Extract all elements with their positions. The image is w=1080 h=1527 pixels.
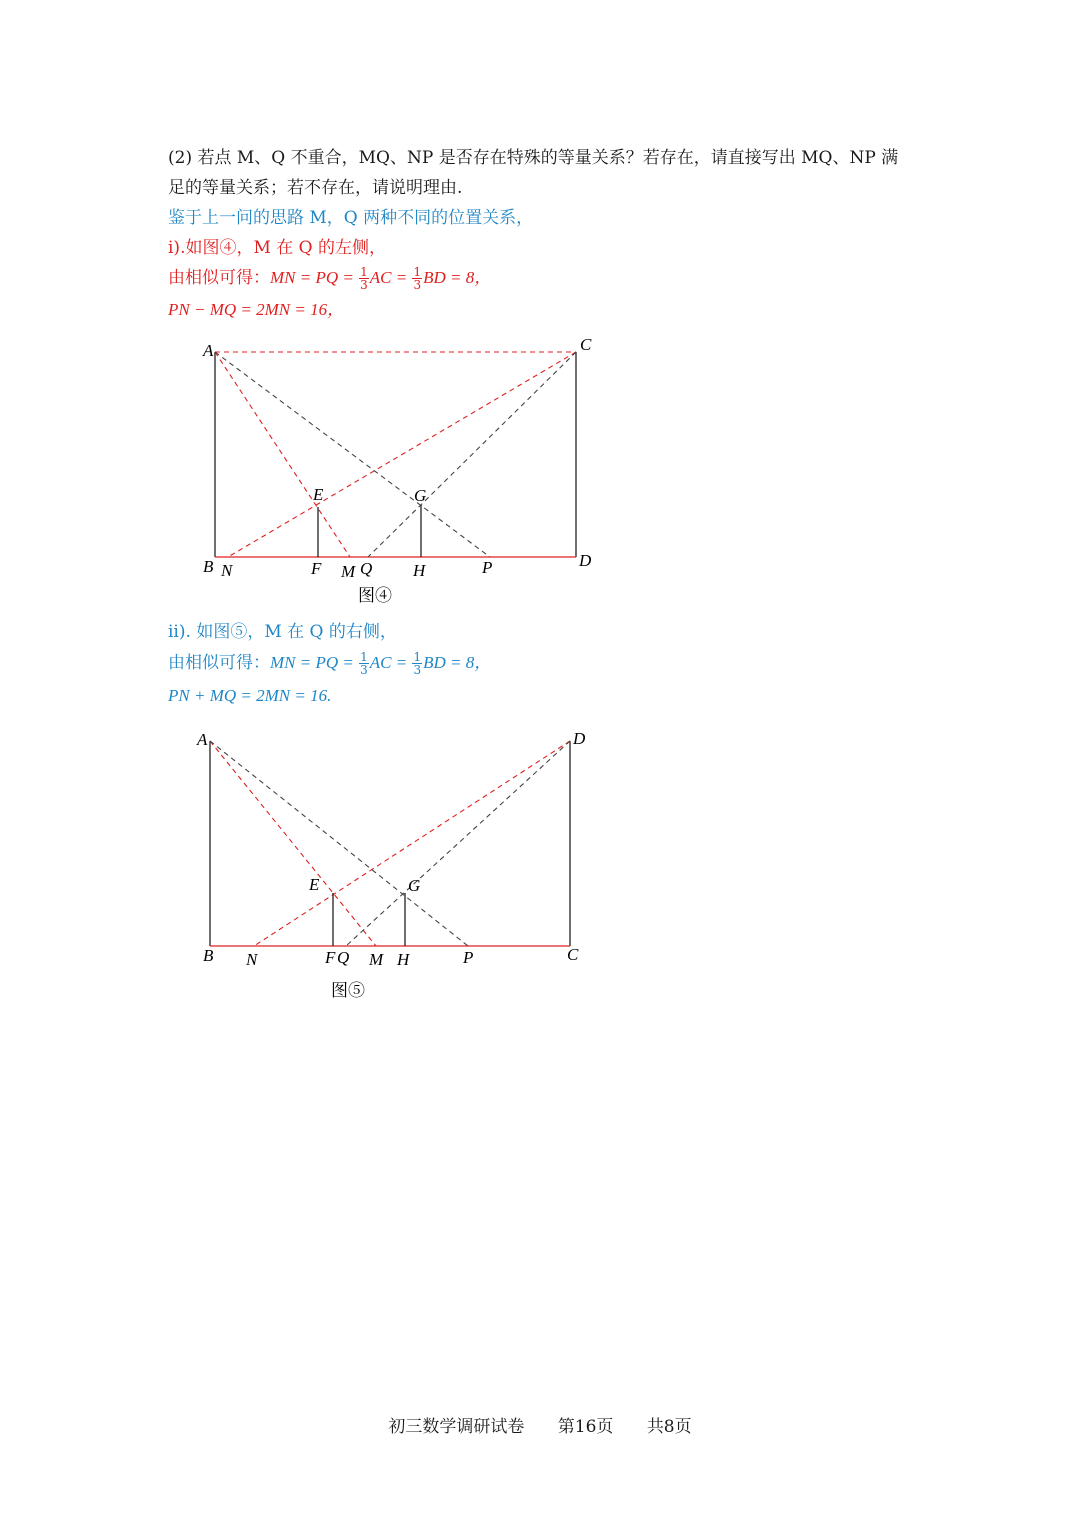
case2-similar: [168, 651, 491, 676]
fig4-line-cq: [368, 352, 576, 557]
fig4-label-m: M: [341, 562, 356, 581]
case2-similar-prefix: 由相似可得：: [168, 653, 270, 673]
fig4-label-e: E: [313, 485, 324, 504]
fig5-label-e: E: [309, 875, 320, 894]
fig4-line-am: [215, 352, 350, 557]
fig5-line-dn: [254, 741, 570, 946]
fig4-caption: 图④: [358, 586, 392, 605]
case1-bd: BD = 8，: [423, 268, 492, 287]
case2-frac-1: $\frac{1}{3}$: [360, 650, 368, 677]
fig4-label-g: G: [414, 486, 427, 505]
footer-page: 第16页: [557, 1417, 614, 1437]
fig4-label-n: N: [221, 561, 233, 580]
fig5-line-dq: [346, 741, 570, 946]
figure-5: [0, 722, 700, 1012]
case1-heading: i).如图④，M 在 Q 的左侧，: [168, 238, 387, 258]
case1-similar-lhs: MN = PQ =: [270, 268, 359, 287]
fig5-label-c: C: [567, 945, 579, 964]
fig4-label-h: H: [413, 561, 426, 580]
fig5-label-b: B: [203, 946, 214, 965]
fig5-label-h: H: [397, 950, 410, 969]
case1-ac: AC =: [369, 268, 412, 287]
fig4-label-c: C: [580, 335, 592, 354]
fig5-label-m: M: [369, 950, 384, 969]
case1-similar-prefix: 由相似可得：: [168, 268, 270, 288]
case1-frac-1: $\frac{1}{3}$: [360, 265, 368, 292]
case1-frac-2: $\frac{1}{3}$: [413, 265, 422, 292]
figure-4: [0, 330, 700, 610]
fig5-label-n: N: [246, 950, 258, 969]
case1-similar: [168, 266, 491, 291]
fig5-line-am: [210, 741, 376, 946]
fig4-label-a: A: [203, 341, 214, 360]
case2-frac-2: $\frac{1}{3}$: [413, 650, 422, 677]
fig4-line-ap: [215, 352, 490, 557]
fig4-line-cn: [228, 352, 576, 557]
case2-similar-lhs: MN = PQ =: [270, 653, 359, 672]
fig5-caption: 图⑤: [331, 981, 365, 1000]
fig5-label-g: G: [408, 876, 421, 895]
fig5-label-q: Q: [337, 948, 350, 967]
solution-intro: 鉴于上一问的思路 M，Q 两种不同的位置关系，: [168, 208, 534, 228]
fig5-label-d: D: [573, 729, 586, 748]
question-line-1: (2) 若点 M、Q 不重合，MQ、NP 是否存在特殊的等量关系？若存在，请直接写出 MQ、NP 满: [168, 148, 899, 168]
case2-ac: AC =: [369, 653, 412, 672]
case1-result: PN − MQ = 2MN = 16，: [168, 300, 345, 319]
fig5-label-a: A: [197, 730, 208, 749]
fig4-label-f: F: [311, 559, 322, 578]
fig5-label-f: F: [325, 948, 336, 967]
footer-title: 初三数学调研试卷: [388, 1417, 525, 1437]
fig5-line-ap: [210, 741, 468, 946]
case2-result: PN + MQ = 2MN = 16.: [168, 686, 332, 705]
fig4-label-b: B: [203, 557, 214, 576]
fig5-label-p: P: [463, 948, 474, 967]
case2-heading: ii). 如图⑤，M 在 Q 的右侧，: [168, 622, 397, 642]
fig4-label-q: Q: [360, 559, 373, 578]
page-footer: [0, 1412, 1080, 1437]
footer-total: 共8页: [646, 1417, 692, 1437]
fig4-label-p: P: [482, 558, 493, 577]
fig4-label-d: D: [579, 551, 592, 570]
case2-bd: BD = 8，: [423, 653, 492, 672]
question-line-2: 足的等量关系；若不存在，请说明理由.: [168, 178, 463, 198]
